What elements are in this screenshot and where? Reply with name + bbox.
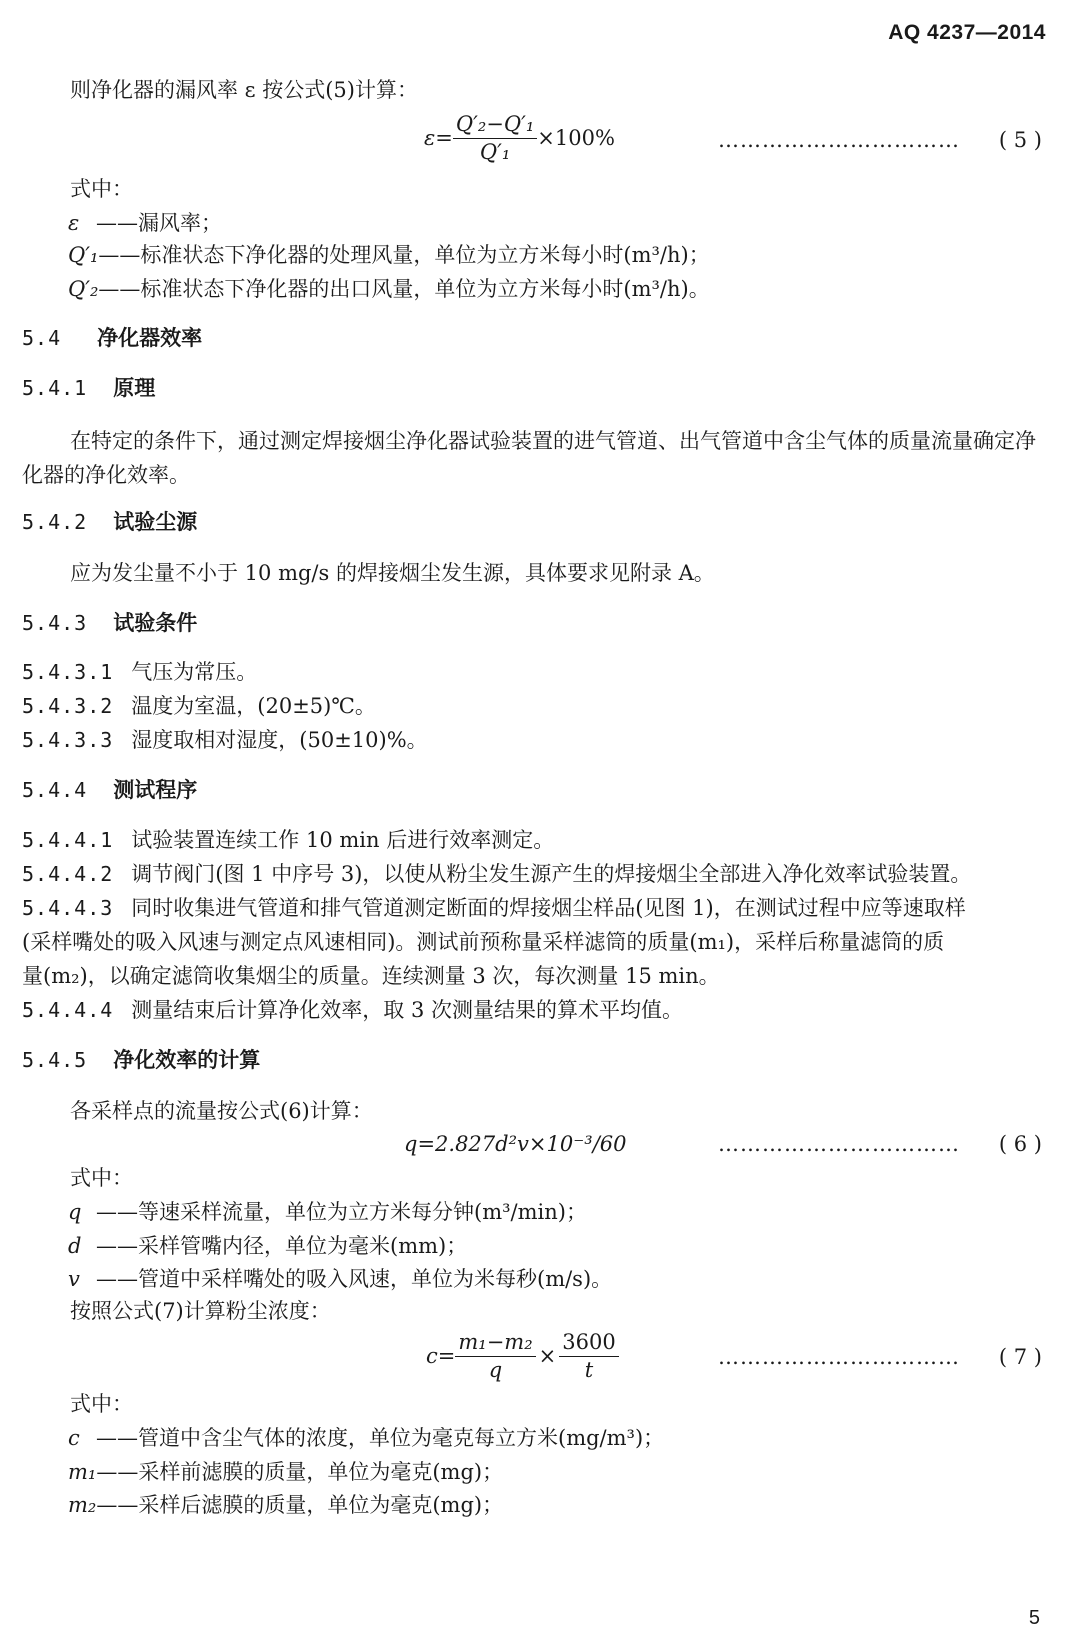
heading-number: 5.4.3 [22,611,88,635]
formula-6: q=2.827d²v×10⁻³/60 [404,1132,627,1156]
heading-number: 5.4 [22,326,62,350]
clause-5-4-4-3 [22,898,966,919]
formula6-def-d [68,1236,467,1257]
formula7-intro: 按照公式(7)计算粉尘浓度： [70,1299,331,1323]
clause-text: 测量结束后计算净化效率，取 3 次测量结果的算术平均值。 [131,998,684,1022]
def-symbol: Q′₁ [68,243,99,267]
def-text: ——等速采样流量，单位为立方米每分钟(m³/min)； [96,1200,587,1224]
formula5-where: 式中： [70,177,133,201]
formula5-def-q1 [68,245,710,266]
formula7-fraction-2 [559,1332,618,1381]
formula7-fraction-1 [455,1332,535,1381]
formula6-number: ( 6 ) [998,1132,1042,1156]
formula7-denominator-1: q [488,1358,503,1382]
formula6-where: 式中： [70,1166,133,1190]
formula5-intro: 则净化器的漏风率 ε 按公式(5)计算： [70,78,418,102]
clause-number: 5.4.4.1 [22,828,114,852]
formula5-tail: ×100% [537,126,615,150]
formula6-leader-dots: …………………………… [718,1132,960,1156]
def-symbol: m₁ [68,1460,97,1484]
heading-title: 测试程序 [113,778,198,802]
def-text: ——管道中含尘气体的浓度，单位为毫克每立方米(mg/m³)； [96,1426,665,1450]
heading-title: 试验尘源 [113,510,198,534]
formula-5 [424,114,615,163]
clause-text: 温度为室温，(20±5)℃。 [131,694,376,718]
formula5-leader-dots: …………………………… [718,128,960,152]
formula7-numerator-1: m₁−m₂ [455,1332,535,1357]
def-symbol: d [68,1234,82,1258]
clause-number: 5.4.3.2 [22,694,114,718]
page-number: 5 [1028,1607,1040,1629]
clause-number: 5.4.4.2 [22,862,114,886]
formula6-intro: 各采样点的流量按公式(6)计算： [70,1099,373,1123]
formula7-def-m1 [68,1462,503,1483]
heading-5-4-1 [22,378,155,399]
def-symbol: Q′₂ [68,277,99,301]
def-symbol: ε [68,211,80,235]
heading-number: 5.4.5 [22,1048,88,1072]
formula5-numerator: Q′₂−Q′₁ [453,114,537,139]
formula7-leader-dots: …………………………… [718,1345,960,1369]
formula7-def-m2 [68,1495,503,1516]
formula5-fraction [453,114,537,163]
clause-5-4-4-2 [22,864,971,885]
def-text: ——标准状态下净化器的处理风量，单位为立方米每小时(m³/h)； [98,243,710,267]
clause-5-4-4-3-line3: 量(m₂)，以确定滤筒收集烟尘的质量。连续测量 3 次，每次测量 15 min。 [22,964,720,988]
clause-text: 气压为常压。 [131,660,258,684]
def-symbol: c [68,1426,80,1450]
def-text: ——采样前滤膜的质量，单位为毫克(mg)； [96,1460,504,1484]
formula6-def-q [68,1202,587,1223]
def-symbol: q [68,1200,82,1224]
paragraph-5-4-2: 应为发尘量不小于 10 mg/s 的焊接烟尘发生源，具体要求见附录 A。 [70,561,715,585]
clause-number: 5.4.3.3 [22,728,114,752]
formula6-def-v [68,1269,612,1290]
formula7-lhs: c= [426,1344,456,1368]
clause-5-4-4-3-line2: (采样嘴处的吸入风速与测定点风速相同)。测试前预称量采样滤筒的质量(m₁)，采样后称量滤筒的质 [22,930,945,954]
def-text: ——管道中采样嘴处的吸入风速，单位为米每秒(m/s)。 [96,1267,613,1291]
paragraph-5-4-1: 在特定的条件下，通过测定焊接烟尘净化器试验装置的进气管道、出气管道中含尘气体的质量流量确定净化器的净化效率。 [22,429,1036,487]
def-text: ——标准状态下净化器的出口风量，单位为立方米每小时(m³/h)。 [98,277,710,301]
heading-title: 试验条件 [113,611,198,635]
heading-5-4-2 [22,512,197,533]
heading-5-4-5 [22,1050,260,1071]
heading-5-4 [22,328,202,349]
clause-text: 湿度取相对湿度，(50±10)%。 [131,728,428,752]
clause-number: 5.4.3.1 [22,660,114,684]
clause-text: 调节阀门(图 1 中序号 3)，以使从粉尘发生源产生的焊接烟尘全部进入净化效率试验装置。 [131,862,972,886]
formula5-def-epsilon [68,213,222,234]
formula7-numerator-2: 3600 [559,1332,618,1357]
clause-5-4-3-2 [22,696,376,717]
clause-5-4-4-1 [22,830,554,851]
heading-number: 5.4.2 [22,510,88,534]
formula7-def-c [68,1428,664,1449]
clause-5-4-4-4 [22,1000,683,1021]
formula5-lhs: ε= [424,126,453,150]
formula-7 [426,1332,619,1381]
formula5-number: ( 5 ) [998,128,1042,152]
heading-title: 净化效率的计算 [113,1048,261,1072]
def-symbol: m₂ [68,1493,97,1517]
clause-text: 试验装置连续工作 10 min 后进行效率测定。 [131,828,555,852]
formula5-denominator: Q′₁ [479,140,511,164]
formula7-number: ( 7 ) [998,1345,1042,1369]
heading-number: 5.4.4 [22,778,88,802]
heading-title: 净化器效率 [97,326,203,350]
def-text: ——采样后滤膜的质量，单位为毫克(mg)； [96,1493,504,1517]
def-text: ——采样管嘴内径，单位为毫米(mm)； [96,1234,468,1258]
heading-number: 5.4.1 [22,376,88,400]
def-symbol: v [68,1267,80,1291]
formula5-def-q2 [68,279,710,300]
formula7-where: 式中： [70,1392,133,1416]
clause-number: 5.4.4.3 [22,896,114,920]
clause-5-4-3-1 [22,662,257,683]
heading-5-4-4 [22,780,197,801]
formula7-denominator-2: t [584,1358,594,1382]
standard-code: AQ 4237—2014 [888,21,1046,44]
heading-title: 原理 [113,376,156,400]
clause-number: 5.4.4.4 [22,998,114,1022]
clause-text-line1: 同时收集进气管道和排气管道测定断面的焊接烟尘样品(见图 1)，在测试过程中应等速取样 [131,896,966,920]
formula7-times: × [538,1344,557,1368]
def-text: ——漏风率； [96,211,222,235]
clause-5-4-3-3 [22,730,428,751]
heading-5-4-3 [22,613,197,634]
